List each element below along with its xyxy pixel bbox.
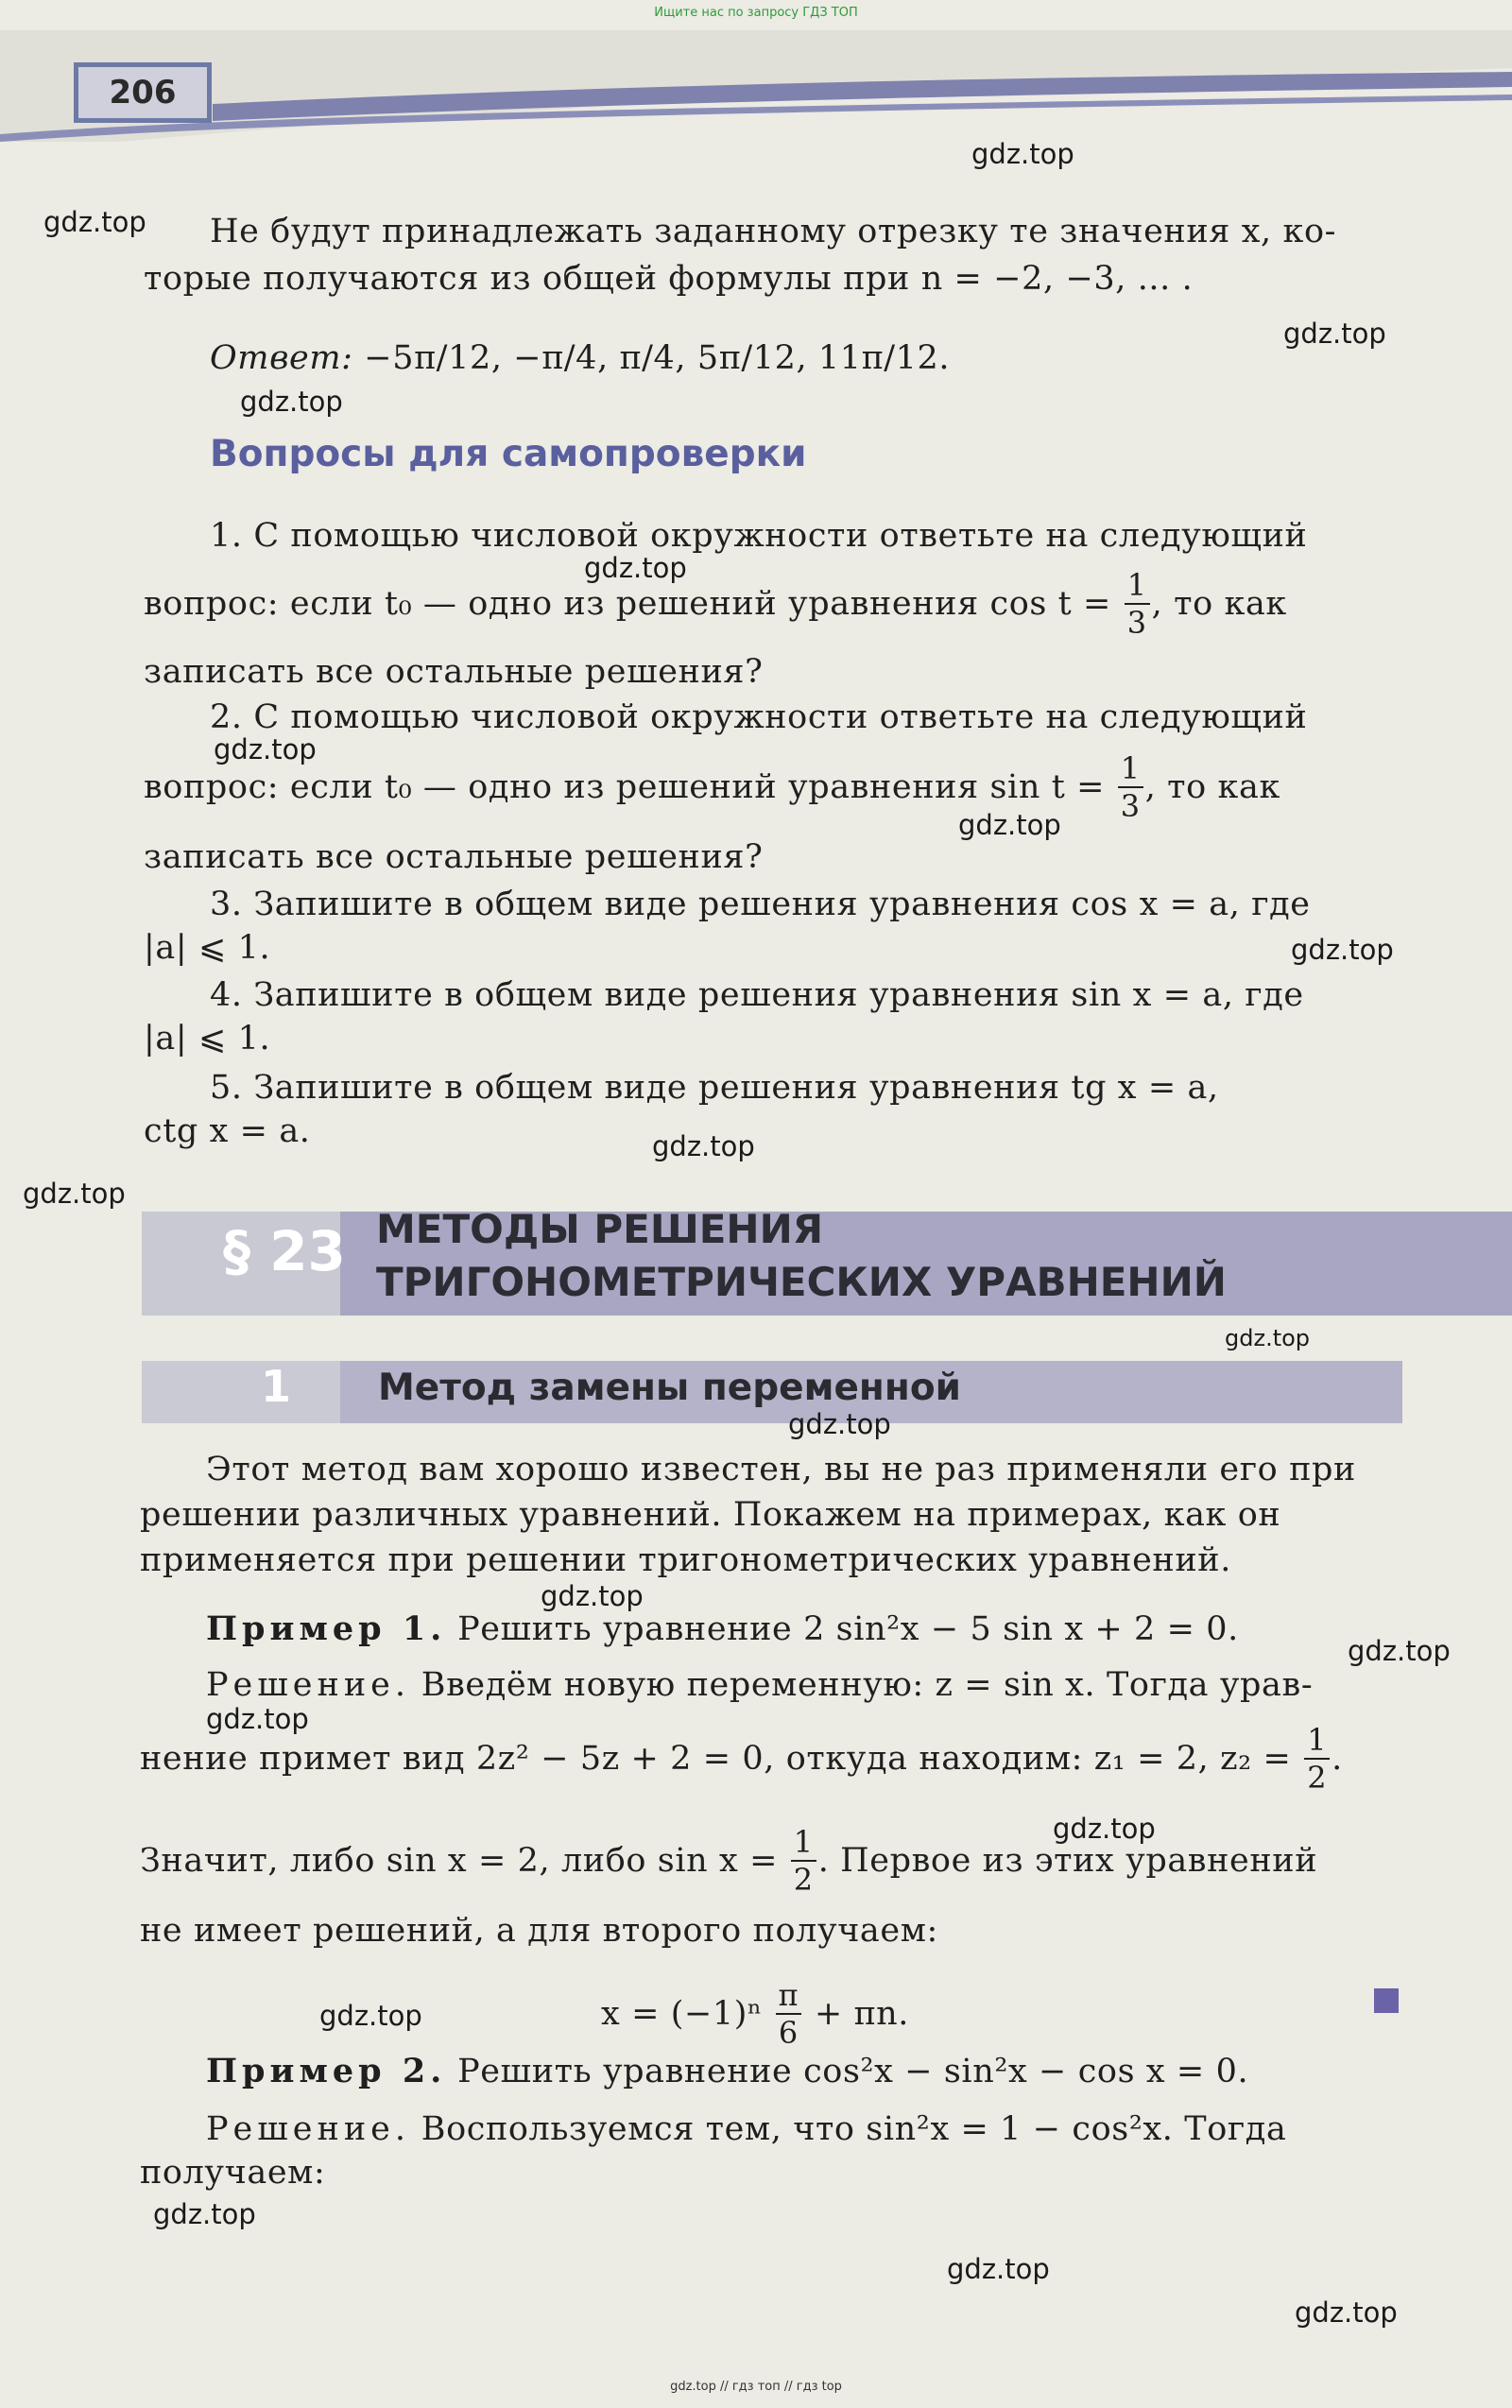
watermark: gdz.top xyxy=(240,386,343,418)
body-p1-line-2: решении различных уравнений. Покажем на примерах, как он xyxy=(140,1496,1281,1534)
answer-value: −5π/12 xyxy=(364,339,491,377)
frac-denominator: 3 xyxy=(1126,605,1147,641)
frac-numerator: π xyxy=(776,1977,802,2015)
fraction-one-third xyxy=(1125,567,1150,641)
watermark: gdz.top xyxy=(206,1703,309,1735)
solution-1-line-1 xyxy=(206,1663,1313,1708)
solution-label: Решение. xyxy=(206,2110,411,2148)
answer-row: Ответ: −5π/12 , −π/4 , π/4 , 5π/12 , 11π/12 . xyxy=(210,336,950,381)
q2-line-1: 2. С помощью числовой окружности ответьте на следующий xyxy=(210,698,1308,736)
subsection-title: Метод замены переменной xyxy=(378,1367,961,1409)
watermark: gdz.top xyxy=(1291,934,1394,966)
q3-line-2: |a| ⩽ 1. xyxy=(144,929,271,967)
formula-line xyxy=(601,1977,909,2051)
watermark: gdz.top xyxy=(541,1580,644,1612)
body-p1-line-1: Этот метод вам хорошо известен, вы не раз применяли его при xyxy=(206,1451,1356,1488)
answer-value: π/4 xyxy=(619,339,676,377)
watermark: gdz.top xyxy=(1348,1635,1451,1667)
example-2-label: Пример 2. xyxy=(206,2052,447,2090)
q1-line-3: записать все остальные решения? xyxy=(144,653,764,691)
solution-label: Решение. xyxy=(206,1666,411,1704)
section-title-line-1: МЕТОДЫ РЕШЕНИЯ xyxy=(376,1206,824,1252)
header-band xyxy=(0,30,1512,142)
watermark: gdz.top xyxy=(584,552,687,584)
section-number: § 23 xyxy=(223,1219,346,1283)
fraction-one-third xyxy=(1118,750,1143,824)
solution-2-line-1 xyxy=(206,2107,1286,2152)
q5-line-1: 5. Запишите в общем виде решения уравнения tg x = a, xyxy=(210,1069,1219,1107)
q5-line-2: ctg x = a. xyxy=(144,1112,311,1150)
formula-left: x = (−1)ⁿ xyxy=(601,1994,763,2033)
frac-numerator: 1 xyxy=(1304,1722,1330,1760)
top-note: Ищите нас по запросу ГДЗ ТОП xyxy=(654,6,858,20)
watermark: gdz.top xyxy=(788,1408,891,1440)
q2-line-3: записать все остальные решения? xyxy=(144,838,764,876)
watermark: gdz.top xyxy=(1053,1813,1156,1845)
watermark: gdz.top xyxy=(153,2198,256,2230)
answer-value: 5π/12 xyxy=(696,339,797,377)
watermark: gdz.top xyxy=(958,809,1061,841)
watermark: gdz.top xyxy=(1283,318,1386,350)
q4-line-1: 4. Запишите в общем виде решения уравнения sin x = a, где xyxy=(210,976,1304,1014)
watermark: gdz.top xyxy=(23,1178,126,1210)
frac-numerator: 1 xyxy=(1125,567,1150,605)
questions-title: Вопросы для самопроверки xyxy=(210,433,807,475)
solution-1-line-2: нение примет вид 2z² − 5z + 2 = 0, откуда находим: z₁ = 2, z₂ = $\frac{1}{2}$ . xyxy=(140,1722,1343,1796)
solution-2-text: Воспользуемся тем, что sin²x = 1 − cos²x. Тогда xyxy=(421,2110,1287,2148)
example-1-label: Пример 1. xyxy=(206,1609,447,1648)
watermark: gdz.top xyxy=(214,733,317,765)
solution-1-text-3: Значит, либо sin x = 2, либо sin x = xyxy=(140,1841,779,1880)
formula-right: + πn. xyxy=(814,1994,909,2033)
answer-label: Ответ: xyxy=(210,339,353,377)
section-title-line-2: ТРИГОНОМЕТРИЧЕСКИХ УРАВНЕНИЙ xyxy=(376,1259,1227,1305)
frac-numerator: 1 xyxy=(791,1824,816,1862)
q1-text: вопрос: если t₀ — одно из решений уравнения cos t = xyxy=(144,584,1111,623)
watermark: gdz.top xyxy=(43,206,146,238)
fraction-pi-six xyxy=(776,1977,802,2051)
q2-tail: , то как xyxy=(1144,767,1280,806)
solution-1-text-2: нение примет вид 2z² − 5z + 2 = 0, откуда находим: z₁ = 2, z₂ = xyxy=(140,1739,1292,1778)
body-p1-line-3: применяется при решении тригонометрических уравнений. xyxy=(140,1541,1231,1579)
watermark: gdz.top xyxy=(1295,2296,1398,2329)
answer-value: −π/4 xyxy=(513,339,598,377)
watermark: gdz.top xyxy=(947,2253,1050,2285)
subsection-number-box xyxy=(142,1361,340,1423)
intro-line-1: Не будут принадлежать заданному отрезку те значения x, ко- xyxy=(210,213,1337,250)
frac-denominator: 2 xyxy=(1307,1760,1328,1796)
answer-value: 11π/12 xyxy=(817,339,939,377)
q2-text: вопрос: если t₀ — одно из решений уравнения sin t = xyxy=(144,767,1106,806)
watermark: gdz.top xyxy=(652,1130,755,1162)
solution-1-line-4: не имеет решений, а для второго получаем: xyxy=(140,1912,938,1950)
example-2-text: Решить уравнение cos²x − sin²x − cos x = 0. xyxy=(457,2053,1249,2090)
solution-1-text-3b: . Первое из этих уравнений xyxy=(817,1841,1318,1880)
q1-line-2 xyxy=(144,567,1287,641)
q3-line-1: 3. Запишите в общем виде решения уравнения cos x = a, где xyxy=(210,886,1311,923)
frac-denominator: 2 xyxy=(793,1862,814,1898)
end-of-solution-icon xyxy=(1374,1988,1399,2013)
frac-denominator: 6 xyxy=(778,2015,799,2051)
watermark: gdz.top xyxy=(971,138,1074,170)
page-number: 206 xyxy=(74,62,212,123)
frac-denominator: 3 xyxy=(1120,788,1141,824)
q4-line-2: |a| ⩽ 1. xyxy=(144,1020,271,1058)
fraction-one-half xyxy=(791,1824,816,1898)
watermark: gdz.top xyxy=(319,2000,422,2032)
subsection-number: 1 xyxy=(261,1361,292,1412)
q1-tail: , то как xyxy=(1151,584,1287,623)
q1-line-1: 1. С помощью числовой окружности ответьте на следующий xyxy=(210,517,1308,555)
example-1-text: Решить уравнение 2 sin²x − 5 sin x + 2 = 0. xyxy=(457,1610,1239,1648)
watermark: gdz.top xyxy=(1225,1325,1311,1351)
solution-1-text: Введём новую переменную: z = sin x. Тогда урав- xyxy=(421,1666,1314,1704)
bottom-note: gdz.top // гдз топ // гдз top xyxy=(670,2380,842,2394)
intro-line-2: торые получаются из общей формулы при n = −2, −3, ... . xyxy=(144,260,1194,298)
example-1 xyxy=(206,1607,1239,1652)
solution-2-line-2: получаем: xyxy=(140,2154,326,2192)
example-2 xyxy=(206,2049,1248,2094)
fraction-one-half xyxy=(1304,1722,1330,1796)
frac-numerator: 1 xyxy=(1118,750,1143,788)
